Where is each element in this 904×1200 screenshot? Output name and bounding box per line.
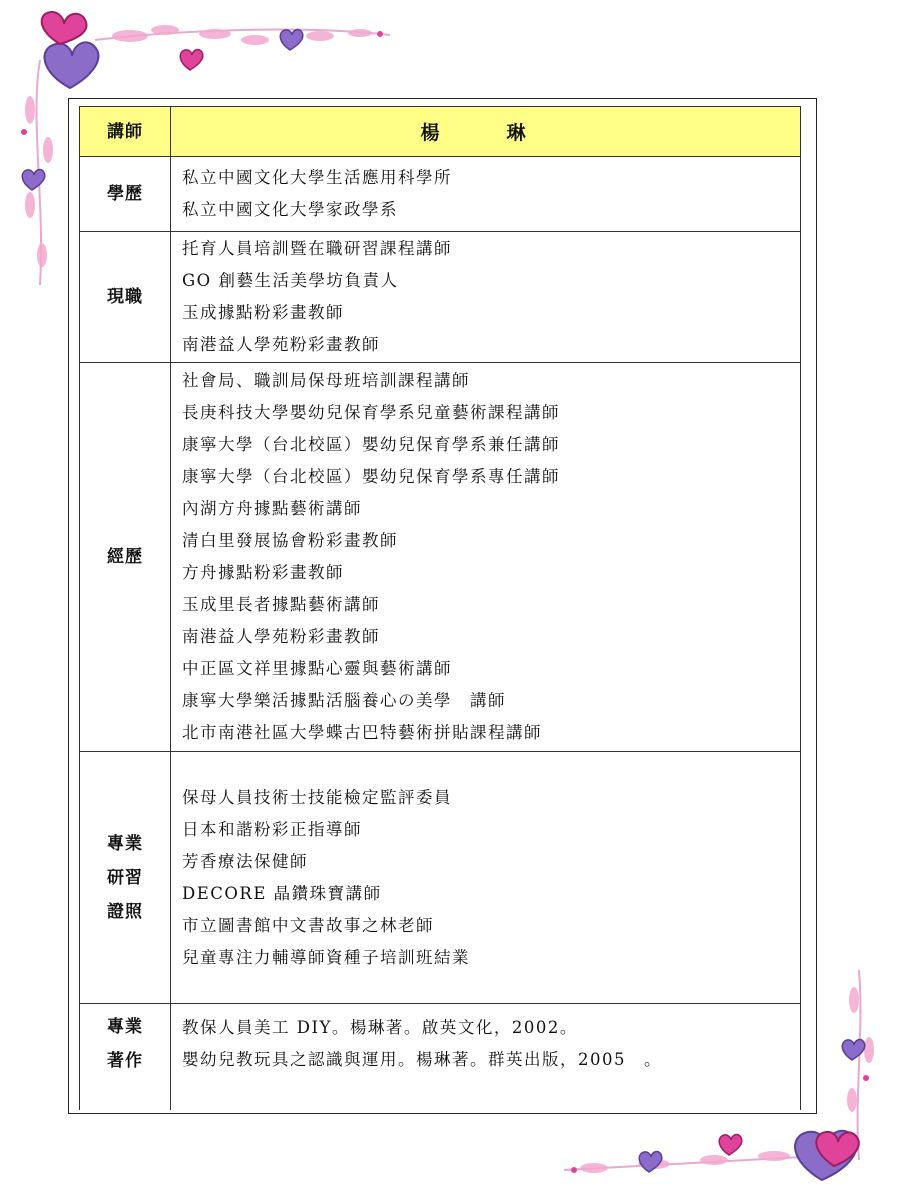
list-item: 南港益人學苑粉彩畫教師 <box>182 627 380 646</box>
heart-icon <box>639 1152 662 1172</box>
list-item: 嬰幼兒教玩具之認識與運用。楊琳著。群英出版，2005 。 <box>182 1050 662 1069</box>
list-item: 中正區文祥里據點心靈與藝術講師 <box>182 659 452 678</box>
list-item: 托育人員培訓暨在職研習課程講師 <box>182 239 452 258</box>
list-item: 社會局、職訓局保母班培訓課程講師 <box>182 371 470 390</box>
publications-row <box>80 1004 801 1110</box>
certifications-label: 專業 研習 證照 <box>80 752 171 1004</box>
list-item: 康寧大學（台北校區）嬰幼兒保育學系專任講師 <box>182 467 560 486</box>
list-item: 保母人員技術士技能檢定監評委員 <box>182 787 452 807</box>
header-row <box>80 107 801 157</box>
list-item: 南港益人學苑粉彩畫教師 <box>182 335 380 354</box>
heart-icon <box>280 30 303 50</box>
certifications-row <box>80 752 801 1004</box>
experience-row <box>80 363 801 752</box>
education-row <box>80 157 801 232</box>
heart-icon <box>842 1040 865 1060</box>
list-item: GO 創藝生活美學坊負責人 <box>182 271 399 290</box>
list-item: 玉成里長者據點藝術講師 <box>182 595 380 614</box>
education-label: 學歷 <box>80 157 171 232</box>
list-item: 芳香療法保健師 <box>182 851 308 871</box>
current-position-label: 現職 <box>80 232 171 363</box>
header-label: 講師 <box>80 107 171 157</box>
list-item: 市立圖書館中文書故事之林老師 <box>182 915 434 935</box>
heart-icon <box>42 12 87 44</box>
list-item: 兒童專注力輔導師資種子培訓班結業 <box>182 947 470 967</box>
resume-table <box>79 106 801 1110</box>
heart-icon <box>44 42 98 88</box>
heart-icon <box>180 50 203 70</box>
list-item: 北市南港社區大學蝶古巴特藝術拼貼課程講師 <box>182 723 542 742</box>
list-item: 日本和諧粉彩正指導師 <box>182 819 362 839</box>
experience-label: 經歷 <box>80 363 171 752</box>
list-item: 內湖方舟據點藝術講師 <box>182 499 362 518</box>
list-item: 康寧大學樂活據點活腦養心の美學 講師 <box>182 691 506 710</box>
list-item: 玉成據點粉彩畫教師 <box>182 303 344 322</box>
heart-icon <box>22 170 45 190</box>
list-item: 教保人員美工 DIY。楊琳著。啟英文化，2002。 <box>182 1018 578 1037</box>
list-item: 長庚科技大學嬰幼兒保育學系兒童藝術課程講師 <box>182 403 560 422</box>
list-item: 私立中國文化大學家政學系 <box>182 200 398 219</box>
resume-frame <box>68 98 817 1114</box>
heart-icon <box>719 1135 742 1155</box>
list-item: 方舟據點粉彩畫教師 <box>182 563 344 582</box>
list-item: 清白里發展協會粉彩畫教師 <box>182 531 398 550</box>
current-position-row <box>80 232 801 363</box>
instructor-name: 楊 琳 <box>171 107 801 157</box>
list-item: DECORE 晶鑽珠寶講師 <box>182 883 382 903</box>
list-item: 私立中國文化大學生活應用科學所 <box>182 168 452 187</box>
publications-label: 專業 著作 <box>80 1004 171 1110</box>
list-item: 康寧大學（台北校區）嬰幼兒保育學系兼任講師 <box>182 435 560 454</box>
